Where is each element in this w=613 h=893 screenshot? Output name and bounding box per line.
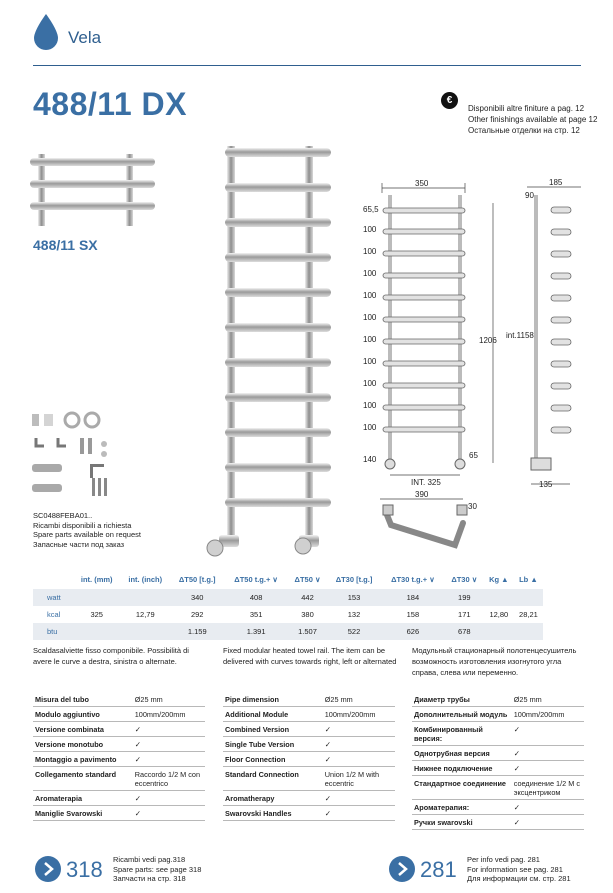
chevron-down-icon: ∨ xyxy=(272,574,278,584)
dim-height: 1206 xyxy=(479,336,497,345)
chevron-down-icon: ∨ xyxy=(471,574,478,584)
dim-depth: 185 xyxy=(549,178,563,187)
finish-note-it: Disponibili altre finiture a pag. 12 xyxy=(468,104,585,113)
spare-parts-page[interactable]: 318 xyxy=(66,857,103,882)
dim-internal-height: int.1158 xyxy=(506,331,534,340)
col-int-inch: int. (inch) xyxy=(128,574,163,584)
spec-table-it xyxy=(33,692,205,821)
weight-icon: ▲ xyxy=(530,574,538,584)
spec-value: ✓ xyxy=(133,722,205,737)
finish-note xyxy=(468,103,597,136)
spec-key: Versione monotubo xyxy=(33,737,133,752)
spec-key: Modulo aggiuntivo xyxy=(33,707,133,722)
spec-key: Стандартное соединение xyxy=(412,776,512,800)
dim-depth-bottom: 135 xyxy=(539,480,553,489)
spec-key: Versione combinata xyxy=(33,722,133,737)
spec-value: Ø25 mm xyxy=(323,692,395,707)
spec-key: Дополнительный модуль xyxy=(412,707,512,722)
spare-line-en: Spare parts available on request xyxy=(33,530,141,539)
spec-key: Collegamento standard xyxy=(33,767,133,791)
spec-row xyxy=(33,737,205,752)
sx-product-image xyxy=(30,148,160,228)
spec-row xyxy=(223,707,395,722)
dim-width: 350 xyxy=(415,179,429,188)
finish-note-en: Other finishings available at page 12 xyxy=(468,115,598,124)
spec-row xyxy=(33,707,205,722)
spec-row xyxy=(33,767,205,791)
water-drop-icon xyxy=(31,12,61,52)
svg-text:100: 100 xyxy=(363,269,377,278)
arrow-right-icon[interactable] xyxy=(389,856,415,882)
weight-icon: ▲ xyxy=(501,574,509,584)
spec-value: 100mm/200mm xyxy=(133,707,205,722)
performance-header-row xyxy=(33,569,543,589)
spec-value: ✓ xyxy=(323,737,395,752)
col-kg: Kg ▲ xyxy=(489,574,509,584)
spec-key: Ароматерапия: xyxy=(412,800,512,815)
spare-parts-note xyxy=(33,511,141,549)
description-ru: Модульный стационарный полотенцесушитель возможность изготовления изогнутого угла справа, слева или переменно. xyxy=(412,646,577,677)
performance-table xyxy=(33,569,543,640)
svg-text:100: 100 xyxy=(363,225,377,234)
spec-value: ✓ xyxy=(133,752,205,767)
spec-row xyxy=(33,722,205,737)
spare-line-it: Ricambi disponibili a richiesta xyxy=(33,520,132,530)
col-int-mm: int. (mm) xyxy=(80,574,113,584)
submodel-title: 488/11 SX xyxy=(33,237,98,253)
spec-key: Однотрубная версия xyxy=(412,746,512,761)
spec-key: Misura del tubo xyxy=(33,692,133,707)
spec-row xyxy=(223,737,395,752)
spec-key: Aromatherapy xyxy=(223,791,323,806)
svg-text:100: 100 xyxy=(363,291,377,300)
spec-row xyxy=(412,800,584,815)
dim-pitch-labels xyxy=(363,225,377,432)
spec-value: ✓ xyxy=(323,722,395,737)
spec-value: Union 1/2 M with eccentric xyxy=(323,767,395,791)
col-dt50-tg-plus: ΔT50 t.g.+ ∨ xyxy=(234,574,278,584)
spec-value: ✓ xyxy=(133,806,205,821)
dim-valve: 65 xyxy=(469,451,478,460)
spec-key: Single Tube Version xyxy=(223,737,323,752)
spec-row xyxy=(33,791,205,806)
spec-row xyxy=(33,752,205,767)
table-row: watt 340 408 442 153 184 199 xyxy=(33,589,543,606)
spare-parts-ref: Ricambi vedi pag.318 Spare parts: see page 318 Запчасти на стр. 318 xyxy=(113,855,202,883)
spec-row xyxy=(412,776,584,800)
spec-key: Additional Module xyxy=(223,707,323,722)
table-row: btu 1.159 1.391 1.507 522 626 678 xyxy=(33,623,543,640)
col-lb: Lb ▲ xyxy=(519,574,538,584)
spec-key: Combined Version xyxy=(223,722,323,737)
col-empty xyxy=(33,569,73,589)
col-dt30-tg-plus: ΔT30 t.g.+ ∨ xyxy=(391,574,435,584)
technical-drawing xyxy=(355,175,595,560)
spec-value: ✓ xyxy=(512,815,584,830)
svg-text:100: 100 xyxy=(363,423,377,432)
chevron-down-icon: ∨ xyxy=(429,574,435,584)
svg-text:100: 100 xyxy=(363,379,377,388)
spec-row xyxy=(223,722,395,737)
spec-key: Диаметр трубы xyxy=(412,692,512,707)
spec-row xyxy=(223,692,395,707)
spec-key: Floor Connection xyxy=(223,752,323,767)
dim-plan-width: 390 xyxy=(415,490,429,499)
brand-name: Vela xyxy=(68,28,102,47)
spec-value: ✓ xyxy=(323,806,395,821)
spec-row xyxy=(412,815,584,830)
spec-value: соединение 1/2 М с эксцентриком xyxy=(512,776,584,800)
spec-row xyxy=(223,791,395,806)
spec-value: Ø25 mm xyxy=(512,692,584,707)
spec-value: ✓ xyxy=(512,746,584,761)
spec-row xyxy=(412,692,584,707)
spec-value: ✓ xyxy=(512,761,584,776)
spec-table-ru xyxy=(412,692,584,830)
spec-row xyxy=(223,806,395,821)
spec-key: Aromaterapia xyxy=(33,791,133,806)
table-row: kcal 325 12,79 292 351 380 132 158 171 12,80 28,21 xyxy=(47,610,538,619)
spec-key: Нижнее подключение xyxy=(412,761,512,776)
spec-value: 100mm/200mm xyxy=(512,707,584,722)
svg-text:100: 100 xyxy=(363,247,377,256)
col-dt30-tg: ΔT30 [t.g.] xyxy=(335,574,373,584)
spec-row xyxy=(33,692,205,707)
euro-icon: € xyxy=(441,92,458,109)
spec-key: Montaggio a pavimento xyxy=(33,752,133,767)
spec-value: ✓ xyxy=(133,737,205,752)
spare-parts-image xyxy=(28,410,118,502)
dim-offset: 90 xyxy=(525,191,534,200)
description-it: Scaldasalviette fisso componibile. Possibilità di avere le curve a destra, sinistra o alternate. xyxy=(33,646,189,666)
spec-row xyxy=(412,761,584,776)
dim-top: 65,5 xyxy=(363,205,379,214)
dim-int-width: INT. 325 xyxy=(411,478,441,487)
spec-value: ✓ xyxy=(323,791,395,806)
chevron-down-icon: ∨ xyxy=(314,574,321,584)
col-dt50-tg: ΔT50 [t.g.] xyxy=(178,574,216,584)
description-en: Fixed modular heated towel rail. The item can be delivered with curves towards right, left or alternated xyxy=(223,646,397,666)
dim-bottom: 140 xyxy=(363,455,377,464)
spec-value: ✓ xyxy=(512,722,584,746)
arrow-right-icon[interactable] xyxy=(35,856,61,882)
spec-value: 100mm/200mm xyxy=(323,707,395,722)
spare-line-ru: Запасные части под заказ xyxy=(33,539,125,549)
spec-key: Ручки swarovski xyxy=(412,815,512,830)
spec-row xyxy=(412,707,584,722)
spec-row xyxy=(412,746,584,761)
model-title: 488/11 DX xyxy=(33,86,187,122)
spec-table-en xyxy=(223,692,395,821)
spec-value: ✓ xyxy=(133,791,205,806)
spec-row xyxy=(412,722,584,746)
info-ref: Per info vedi pag. 281 For information see pag. 281 Для информации см. стр. 281 xyxy=(467,855,571,883)
col-dt50: ΔT50 ∨ xyxy=(294,574,321,584)
spare-code: SC0488FEBA01.. xyxy=(33,511,93,520)
svg-text:100: 100 xyxy=(363,357,377,366)
svg-text:100: 100 xyxy=(363,313,377,322)
info-page[interactable]: 281 xyxy=(420,857,457,882)
spec-key: Maniglie Svarowski xyxy=(33,806,133,821)
spec-value: Ø25 mm xyxy=(133,692,205,707)
spec-row xyxy=(33,806,205,821)
spec-row xyxy=(223,752,395,767)
spec-key: Комбинированный версия: xyxy=(412,722,512,746)
spec-value: ✓ xyxy=(512,800,584,815)
product-image xyxy=(205,140,335,558)
spec-key: Pipe dimension xyxy=(223,692,323,707)
spec-row xyxy=(223,767,395,791)
spec-key: Swarovski Handles xyxy=(223,806,323,821)
spec-value: Raccordo 1/2 M con eccentrico xyxy=(133,767,205,791)
svg-text:100: 100 xyxy=(363,401,377,410)
spec-key: Standard Connection xyxy=(223,767,323,791)
dim-plan-depth: 30 xyxy=(468,502,477,511)
spec-value: ✓ xyxy=(323,752,395,767)
finish-note-ru: Остальные отделки на стр. 12 xyxy=(468,126,580,135)
col-dt30: ΔT30 ∨ xyxy=(451,574,478,584)
svg-text:100: 100 xyxy=(363,335,377,344)
header-rule xyxy=(33,65,581,66)
